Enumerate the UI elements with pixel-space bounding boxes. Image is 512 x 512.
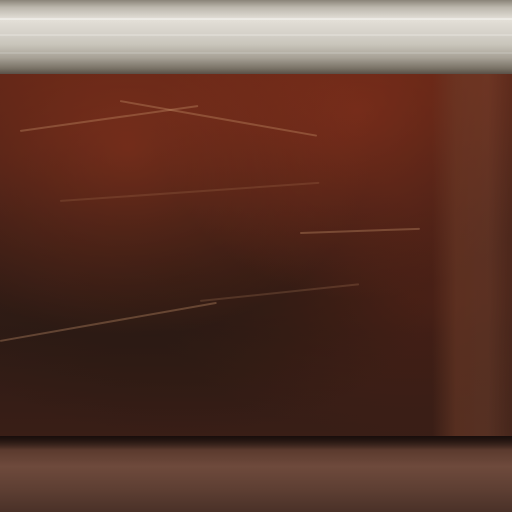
top-light-stone-band <box>0 0 512 74</box>
top-band-streak <box>0 52 512 54</box>
top-band-streak <box>0 18 512 20</box>
slab-right-edge <box>432 74 512 444</box>
bottom-band-shadow <box>0 436 512 450</box>
top-band-streak <box>0 34 512 36</box>
